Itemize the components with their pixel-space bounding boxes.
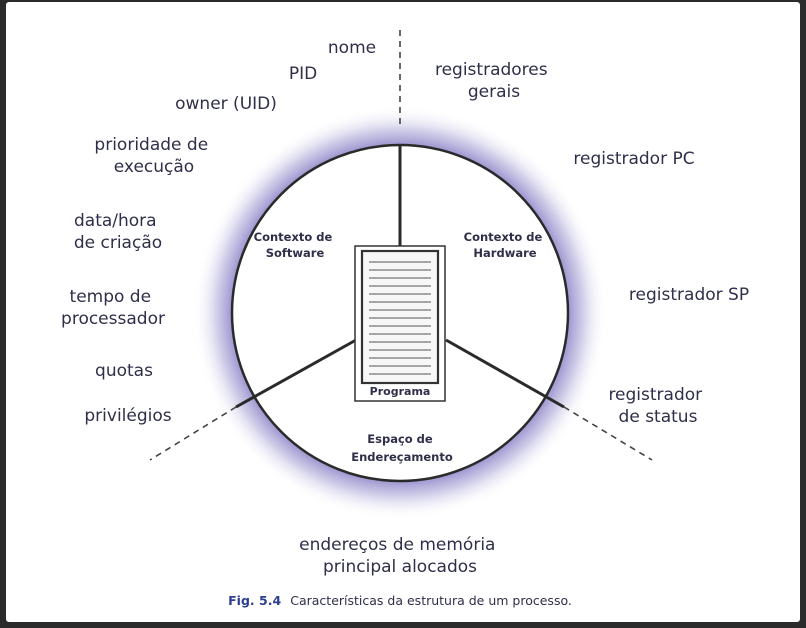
sector-hardware-label: Contexto de Hardware bbox=[463, 230, 543, 260]
item-prioridade: prioridade de execução bbox=[94, 135, 209, 177]
program-label: Programa bbox=[369, 385, 431, 398]
caption-text: Características da estrutura de um processo. bbox=[290, 593, 572, 608]
item-pid: PID bbox=[288, 64, 318, 84]
item-tempo: tempo de processador bbox=[61, 287, 165, 329]
item-enderecos: endereços de memória principal alocados bbox=[299, 535, 496, 577]
item-nome: nome bbox=[327, 38, 377, 58]
caption-number: Fig. 5.4 bbox=[228, 593, 282, 608]
item-registrador-sp: registrador SP bbox=[628, 285, 750, 305]
item-data-hora: data/hora de criação bbox=[73, 211, 163, 253]
item-owner: owner (UID) bbox=[175, 94, 277, 114]
item-privilegios: privilégios bbox=[84, 406, 172, 426]
sector-memory-label: Espaço de Endereçamento bbox=[351, 432, 453, 464]
sector-software-label: Contexto de Software bbox=[253, 230, 333, 260]
item-registradores-gerais: registradores gerais bbox=[434, 60, 548, 102]
item-registrador-pc: registrador PC bbox=[573, 149, 695, 169]
item-registrador-status: registrador de status bbox=[608, 385, 703, 427]
program-document-icon bbox=[355, 246, 445, 401]
figure-caption bbox=[228, 590, 572, 609]
item-quotas: quotas bbox=[95, 361, 153, 381]
